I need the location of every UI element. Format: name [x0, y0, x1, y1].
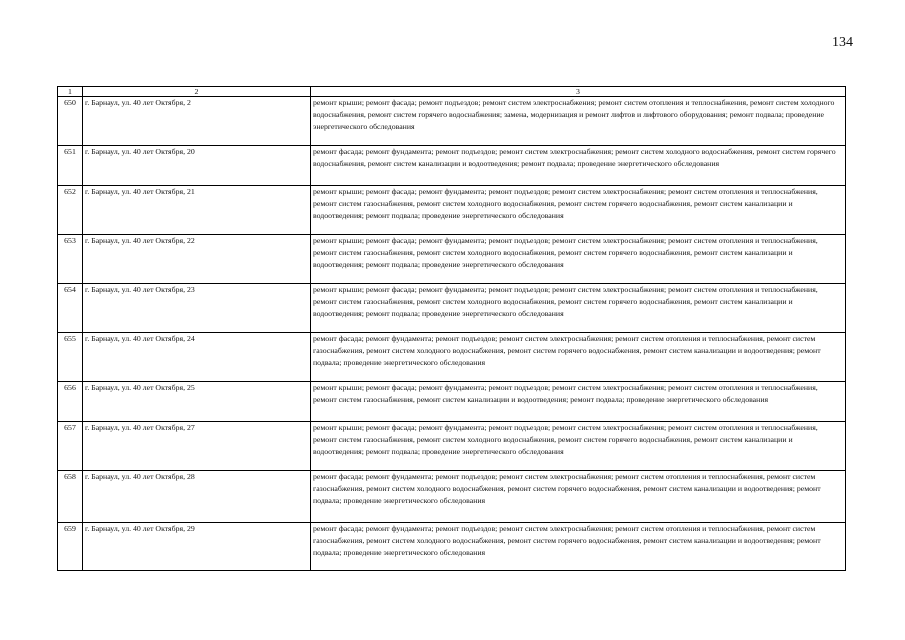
table-row — [58, 235, 846, 284]
row-works: ремонт крыши; ремонт фасада; ремонт подъездов; ремонт систем электроснабжения; ремонт систем отопления и теплоснабжения, ремонт систем холодного водоснабжения, ремонт систем горячего водоснабжения; замена, модернизация и ремонт лифтов и лифтового оборудования; ремонт подвала; проведение энергетического обследования — [311, 97, 846, 146]
row-works: ремонт крыши; ремонт фасада; ремонт фундамента; ремонт подъездов; ремонт систем электроснабжения; ремонт систем отопления и теплоснабжения, ремонт систем газоснабжения, ремонт систем холодного водоснабжения, ремонт систем горячего водоснабжения, ремонт систем канализации и водоотведения; ремонт подвала; проведение энергетического обследования — [311, 284, 846, 333]
row-works: ремонт крыши; ремонт фасада; ремонт фундамента; ремонт подъездов; ремонт систем электроснабжения; ремонт систем отопления и теплоснабжения, ремонт систем газоснабжения, ремонт систем холодного водоснабжения, ремонт систем горячего водоснабжения, ремонт систем канализации и водоотведения; ремонт подвала; проведение энергетического обследования — [311, 186, 846, 235]
column-header-1: 1 — [58, 87, 83, 97]
row-address: г. Барнаул, ул. 40 лет Октября, 29 — [83, 523, 311, 571]
row-number: 653 — [58, 235, 83, 284]
row-number: 657 — [58, 422, 83, 471]
row-number: 658 — [58, 471, 83, 523]
row-number: 656 — [58, 382, 83, 422]
table-row — [58, 382, 846, 422]
row-works: ремонт крыши; ремонт фасада; ремонт фундамента; ремонт подъездов; ремонт систем электроснабжения; ремонт систем отопления и теплоснабжения, ремонт систем газоснабжения, ремонт систем холодного водоснабжения, ремонт систем горячего водоснабжения, ремонт систем канализации и водоотведения; ремонт подвала; проведение энергетического обследования — [311, 235, 846, 284]
row-works: ремонт фасада; ремонт фундамента; ремонт подъездов; ремонт систем электроснабжения; ремонт систем отопления и теплоснабжения, ремонт систем газоснабжения, ремонт систем холодного водоснабжения, ремонт систем горячего водоснабжения, ремонт систем канализации и водоотведения; ремонт подвала; проведение энергетического обследования — [311, 471, 846, 523]
page-number: 134 — [832, 35, 853, 50]
repair-table — [57, 86, 846, 571]
row-works: ремонт крыши; ремонт фасада; ремонт фундамента; ремонт подъездов; ремонт систем электроснабжения; ремонт систем отопления и теплоснабжения, ремонт систем газоснабжения, ремонт систем канализации и водоотведения; ремонт подвала; проведение энергетического обследования — [311, 382, 846, 422]
row-works: ремонт фасада; ремонт фундамента; ремонт подъездов; ремонт систем электроснабжения; ремонт систем отопления и теплоснабжения, ремонт систем газоснабжения, ремонт систем холодного водоснабжения, ремонт систем горячего водоснабжения, ремонт систем канализации и водоотведения; ремонт подвала; проведение энергетического обследования — [311, 523, 846, 571]
row-number: 650 — [58, 97, 83, 146]
row-works: ремонт фасада; ремонт фундамента; ремонт подъездов; ремонт систем электроснабжения; ремонт систем отопления и теплоснабжения, ремонт систем газоснабжения, ремонт систем холодного водоснабжения, ремонт систем горячего водоснабжения, ремонт систем канализации и водоотведения; ремонт подвала; проведение энергетического обследования — [311, 333, 846, 382]
row-address: г. Барнаул, ул. 40 лет Октября, 24 — [83, 333, 311, 382]
table-row — [58, 97, 846, 146]
row-number: 651 — [58, 146, 83, 186]
table-row — [58, 471, 846, 523]
row-works: ремонт фасада; ремонт фундамента; ремонт подъездов; ремонт систем электроснабжения; ремонт систем холодного водоснабжения, ремонт систем горячего водоснабжения, ремонт систем канализации и водоотведения; ремонт подвала; проведение энергетического обследования — [311, 146, 846, 186]
table-row — [58, 333, 846, 382]
table-header-row — [58, 87, 846, 97]
row-number: 659 — [58, 523, 83, 571]
row-address: г. Барнаул, ул. 40 лет Октября, 25 — [83, 382, 311, 422]
row-address: г. Барнаул, ул. 40 лет Октября, 21 — [83, 186, 311, 235]
table-row — [58, 523, 846, 571]
row-address: г. Барнаул, ул. 40 лет Октября, 22 — [83, 235, 311, 284]
table-row — [58, 186, 846, 235]
table-row — [58, 422, 846, 471]
column-header-3: 3 — [311, 87, 846, 97]
column-header-2: 2 — [83, 87, 311, 97]
row-address: г. Барнаул, ул. 40 лет Октября, 27 — [83, 422, 311, 471]
row-works: ремонт крыши; ремонт фасада; ремонт фундамента; ремонт подъездов; ремонт систем электроснабжения; ремонт систем отопления и теплоснабжения, ремонт систем газоснабжения, ремонт систем холодного водоснабжения, ремонт систем горячего водоснабжения, ремонт систем канализации и водоотведения; ремонт подвала; проведение энергетического обследования — [311, 422, 846, 471]
row-address: г. Барнаул, ул. 40 лет Октября, 2 — [83, 97, 311, 146]
row-address: г. Барнаул, ул. 40 лет Октября, 20 — [83, 146, 311, 186]
table-row — [58, 146, 846, 186]
table-row — [58, 284, 846, 333]
row-number: 654 — [58, 284, 83, 333]
row-address: г. Барнаул, ул. 40 лет Октября, 28 — [83, 471, 311, 523]
row-address: г. Барнаул, ул. 40 лет Октября, 23 — [83, 284, 311, 333]
row-number: 655 — [58, 333, 83, 382]
row-number: 652 — [58, 186, 83, 235]
